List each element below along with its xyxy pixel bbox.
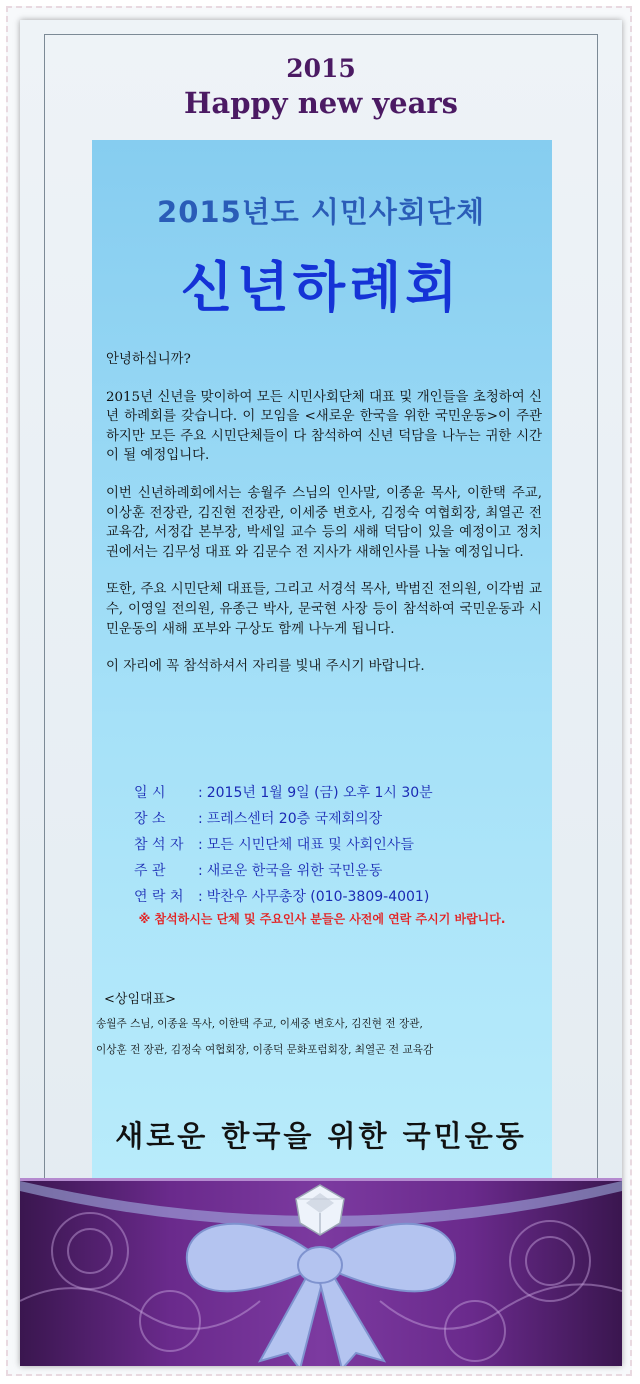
- detail-label: 참 석 자: [134, 837, 184, 853]
- detail-value: 박찬우 사무총장 (010-3809-4001): [206, 889, 430, 905]
- header-year: 2015: [286, 54, 356, 83]
- detail-value: 새로운 한국을 위한 국민운동: [206, 863, 383, 879]
- representatives-line-2: 이상훈 전 장관, 김정숙 여협회장, 이종덕 문화포럼회장, 최열곤 전 교육감: [96, 1044, 434, 1056]
- detail-row-attendees: 참 석 자 : 모든 시민단체 대표 및 사회인사들: [134, 832, 554, 858]
- detail-value: 모든 시민단체 대표 및 사회인사들: [206, 837, 414, 853]
- detail-label: 장 소: [134, 811, 166, 827]
- letter-closing: 이 자리에 꼭 참석하셔서 자리를 빛내 주시기 바랍니다.: [106, 659, 425, 675]
- diamond-icon: [296, 1185, 344, 1235]
- representatives-line-1: 송월주 스님, 이종윤 목사, 이한택 주교, 이세중 변호사, 김진현 전 장관,: [96, 1018, 423, 1030]
- event-title-line1: 2015년도 시민사회단체: [157, 195, 485, 229]
- header-greeting: Happy new years: [184, 86, 458, 120]
- detail-row-venue: 장 소 : 프레스센터 20층 국제회의장: [134, 806, 554, 832]
- detail-label: 연 락 처: [134, 889, 184, 905]
- letter-paragraph-3: 또한, 주요 시민단체 대표들, 그리고 서경석 목사, 박범진 전의원, 이각범 교수, 이영일 전의원, 유종근 박사, 문국현 사장 등이 참석하여 국민운동과 시민운동의 새해 포부와 구상도 함께 나누게 됩니다.: [106, 582, 542, 637]
- event-details: [134, 780, 554, 910]
- detail-row-datetime: 일 시 : 2015년 1월 9일 (금) 오후 1시 30분: [134, 780, 554, 806]
- letter-paragraph-2: 이번 신년하례회에서는 송월주 스님의 인사말, 이종윤 목사, 이한택 주교, 이상훈 전장관, 김진현 전장관, 이세중 변호사, 김정숙 여협회장, 최열곤 전 교육감, 서정갑 본부장, 박세일 교수 등의 새해 덕담이 있을 예정이고 정치권에서는 김무성 대표 와 김문수 전 지사가 새해인사를 나눌 예정입니다.: [106, 485, 542, 560]
- detail-row-host: 주 관 : 새로운 한국을 위한 국민운동: [134, 858, 554, 884]
- detail-value: 프레스센터 20층 국제회의장: [206, 811, 383, 827]
- letter-paragraph-1: 2015년 신년을 맞이하여 모든 시민사회단체 대표 및 개인들을 초청하여 신년 하례회를 갖습니다. 이 모임을 <새로운 한국을 위한 국민운동>이 주관하지만 모든 주요 시민단체들이 다 참석하여 신년 덕담을 나누는 귀한 시간이 될 예정입니다.: [106, 389, 542, 464]
- representatives-title: <상임대표>: [104, 992, 177, 1007]
- invitation-letter: [106, 350, 542, 695]
- detail-row-contact: 연 락 처 : 박찬우 사무총장 (010-3809-4001): [134, 884, 554, 910]
- letter-salutation: 안녕하십니까?: [106, 352, 191, 367]
- attendance-note: ※ 참석하시는 단체 및 주요인사 분들은 사전에 연락 주시기 바랍니다.: [138, 912, 506, 926]
- detail-value: 2015년 1월 9일 (금) 오후 1시 30분: [206, 785, 433, 801]
- detail-label: 주 관: [134, 863, 166, 879]
- event-title-main: 신년하례회: [180, 256, 462, 319]
- purple-floral-band: [20, 1178, 622, 1366]
- ribbon-bow-icon: [20, 1181, 622, 1366]
- invitation-card: [20, 20, 622, 1366]
- organization-name: 새로운 한국을 위한 국민운동: [115, 1119, 527, 1153]
- detail-label: 일 시: [134, 785, 166, 801]
